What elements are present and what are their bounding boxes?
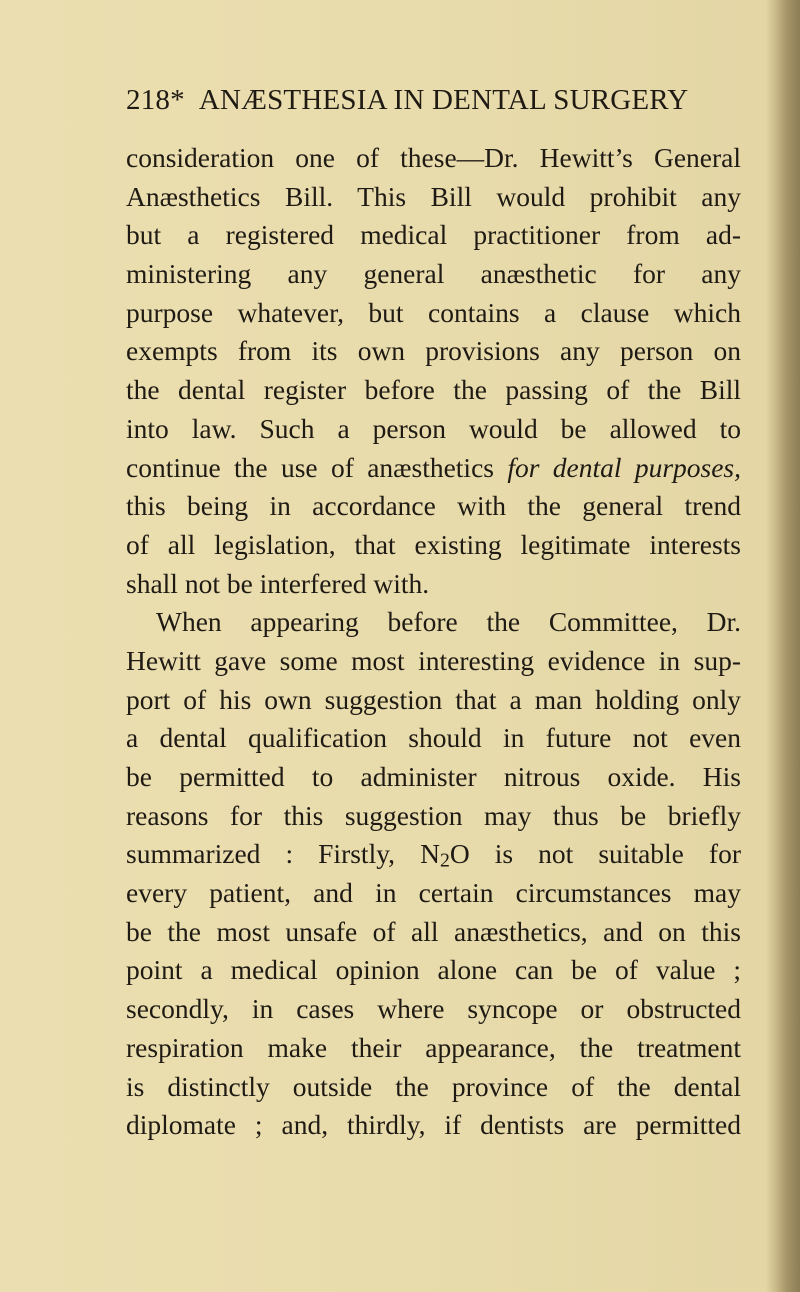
text-segment: O is not suitable for — [449, 838, 741, 870]
text-line: the dental register before the passing of the Bill — [126, 374, 741, 406]
text-line: consideration one of these—Dr. Hewitt’s General — [126, 142, 741, 173]
text-line: exempts from its own provisions any person on — [126, 335, 741, 367]
text-line: secondly, in cases where syncope or obstructed — [126, 993, 741, 1025]
text-line: into law. Such a person would be allowed to — [126, 412, 741, 444]
text-line: but a registered medical practitioner from ad- — [126, 219, 741, 251]
text-line: port of his own suggestion that a man holding only — [126, 683, 741, 715]
text-line: be the most unsafe of all anæsthetics, and on this — [126, 915, 741, 947]
text-line: When appearing before the Committee, Dr. — [156, 606, 741, 638]
text-line — [126, 449, 741, 488]
text-line: Anæsthetics Bill. This Bill would prohibit any — [126, 180, 741, 212]
text-line: is distinctly outside the province of the dental — [126, 1070, 741, 1102]
text-line: be permitted to administer nitrous oxide. His — [126, 761, 741, 792]
text-line: diplomate ; and, thirdly, if dentists are permitted — [126, 1109, 741, 1141]
subscript: 2 — [439, 849, 450, 872]
text-line: point a medical opinion alone can be of value ; — [126, 954, 741, 986]
text-line: ministering any general anæsthetic for any — [126, 258, 741, 290]
running-title: ANÆSTHESIA IN DENTAL SURGERY — [198, 84, 689, 116]
italic-phrase: for dental purposes, — [507, 451, 742, 483]
text-line: of all legislation, that existing legitimate interests — [126, 528, 741, 560]
page-number: 218* — [126, 84, 185, 116]
text-line — [126, 835, 741, 874]
text-line: respiration make their appearance, the treatment — [126, 1031, 741, 1063]
text-line: reasons for this suggestion may thus be briefly — [126, 799, 741, 831]
running-header — [126, 84, 746, 117]
page-edge-shadow — [766, 0, 800, 1292]
text-segment: continue the use of anæsthetics — [126, 451, 508, 483]
text-line: Hewitt gave some most interesting evidence in sup- — [126, 644, 741, 676]
text-line: every patient, and in certain circumstances may — [126, 877, 741, 909]
text-line: shall not be interfered with. — [126, 567, 430, 599]
text-line: this being in accordance with the general trend — [126, 490, 741, 522]
text-segment: summarized : Firstly, N — [126, 838, 440, 870]
text-line: purpose whatever, but contains a clause which — [126, 296, 741, 328]
body-text — [126, 139, 741, 1145]
text-line: a dental qualification should in future not even — [126, 722, 741, 754]
